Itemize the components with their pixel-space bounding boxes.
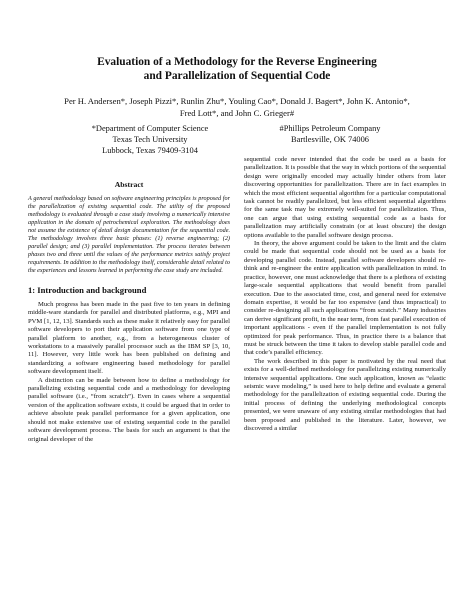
paper-title (20, 56, 454, 83)
affiliation-company-city: Bartlesville, OK 74006 (291, 134, 369, 144)
introduction-text (28, 301, 230, 444)
affiliation-phillips (260, 124, 400, 146)
affiliation-company: #Phillips Petroleum Company (279, 124, 381, 133)
affiliation-dept: *Department of Computer Science (91, 124, 209, 133)
abstract-text: A general methodology based on software engineering principles is proposed for the parallelization of existing sequential code. The utility of the proposed methodology is evaluated through a case study involving a numerically intensive application in the domain of petrochemical exploration. The methodology does not assume the existence of detail design documentation for the sequential code. The methodology involves three basic phases: (1) reverse engineering; (2) parallel design; and (3) parallel implementation. The process iterates between phases two and three until the values of the performance metrics satisfy project requirements. In addition to the methodology itself, considerable detail related to the experiences and lessons learned in performing the case study are included. (28, 195, 230, 274)
authors-line-2: Fred Lott*, and John C. Grieger# (179, 108, 295, 118)
author-list (16, 95, 458, 119)
authors-line-1: Per H. Andersen*, Joseph Pizzi*, Runlin Zhu*, Youling Cao*, Donald J. Bagert*, John K. Antonio*, (64, 96, 410, 106)
section-heading-introduction: 1: Introduction and background (28, 285, 147, 295)
paragraph: sequential code never intended that the code be used as a basis for parallelization. It is possible that the way in which portions of the sequential design were originally encoded may actually hinder others from later discovering opportunities for parallelization. There are in fact examples in which the most efficient sequential algorithm for a particular computational task cannot be readily parallelized, but less efficient sequential algorithms for the same task may be extremely well-suited for parallelization. Thus, one can argue that using existing sequential code as a basis for parallelization may artificially constrain (or at least obscure) the design options available to the parallel software design process. (244, 156, 446, 239)
abstract-heading: Abstract (114, 180, 144, 189)
paragraph: In theory, the above argument could be taken to the limit and the claim could be made that sequential code should not be used as a basis for developing parallel code. Instead, parallel software developers should re-think and re-engineer the entire application with parallelization in mind. In practice, however, one must acknowledge that there is a plethora of existing large-scale sequential applications that would benefit from parallel execution. Due to the associated time, cost, and general need for extensive domain expertise, it would be far too expensive (and thus impractical) to consider re-designing all such applications “from scratch.” Many industries can derive significant profit, in the near term, from fast parallel execution of important applications - even if the parallel implementation is not fully optimized for peak performance. Thus, in practice there is a balance that must be struck between the time it takes to develop stable parallel code and that code’s parallel efficiency. (244, 240, 446, 357)
title-line-2: and Parallelization of Sequential Code (143, 69, 331, 82)
affiliation-city: Lubbock, Texas 79409-3104 (102, 145, 198, 155)
paragraph: The work described in this paper is motivated by the real need that exists for a well-defined methodology for parallelizing existing numerically intensive sequential applications. One such application, known as “elastic seismic wave modeling,” is used here to help define and evaluate a general methodology for the parallelization of existing sequential code. During the initial process of defining the underlying methodological concepts presented, we were unaware of any existing similar methodologies that had been proposed and published in the literature. Later, however, we discovered a similar (244, 357, 446, 432)
affiliation-university: Texas Tech University (112, 134, 188, 144)
paragraph: Much progress has been made in the past five to ten years in defining middle-ware standards for parallel and distributed platforms, e.g., MPI and PVM [1, 12, 13]. Standards such as these make it relatively easy for parallel software developers to port their application software from one type of parallel platform to another, e.g., from a heterogeneous cluster of workstations to a massively parallel processor such as the IBM SP [3, 10, 11]. However, very little work has been published on defining and standardizing a software engineering based methodology for parallel software development itself. (28, 301, 230, 376)
affiliation-texas-tech (50, 124, 250, 156)
paragraph: A distinction can be made between how to define a methodology for parallelizing existing sequential code and a methodology for developing parallel software (i.e., “from scratch”). Even in cases where a sequential version of the application software exists, it could be argued that in order to achieve absolute peak parallel performance for a given application, one should not make extensive use of existing sequential code in the parallel software development process. The basis for such an argument is that the original developer of the (28, 376, 230, 443)
title-line-1: Evaluation of a Methodology for the Reverse Engineering (97, 56, 377, 68)
right-column-text (244, 156, 446, 433)
left-column (28, 156, 230, 444)
right-column (244, 156, 446, 433)
